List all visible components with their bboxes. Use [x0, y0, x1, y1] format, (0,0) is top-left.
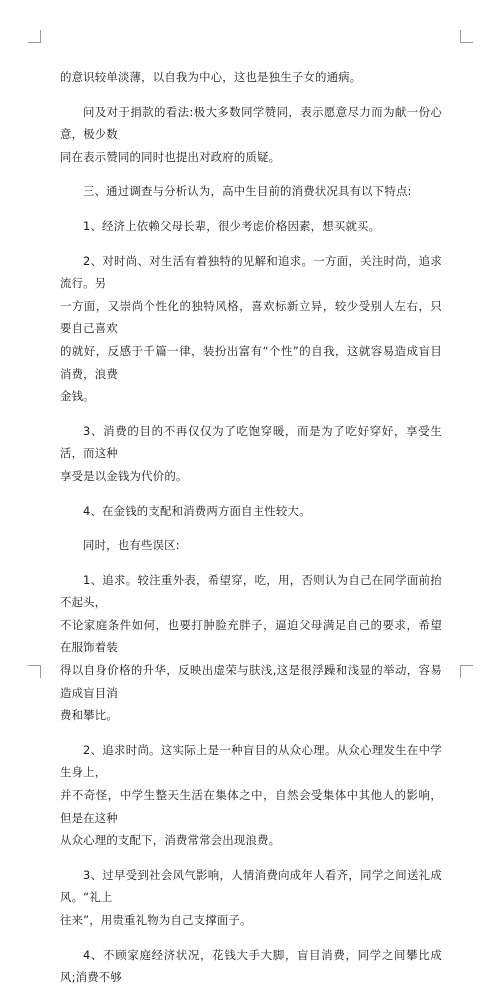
feature-item-4: 4、在金钱的支配和消费两方面自主性较大。 [83, 503, 311, 518]
misconceptions-intro: 同时，也有些误区: [83, 538, 180, 553]
crop-mark-top-right [460, 30, 473, 43]
crop-mark-top-left [28, 30, 41, 43]
paragraph-continuation: 的意识较单淡薄，以自我为中心，这也是独生子女的通病。 [60, 70, 362, 84]
misconception-item-4: 4、不顾家庭经济状况，花钱大手大脚，盲目消费，同学之间攀比成风;消费不够 [60, 947, 442, 985]
feature-item-3: 3、消费的目的不再仅仅为了吃饱穿暖，而是为了吃好穿好，享受生活，而这种 享受是以金钱为代价的。 [60, 423, 442, 483]
misconception-item-1: 1、追求。较注重外表，希望穿，吃，用，否则认为自己在同学面前抬不起头， 不论家庭条件如何，也要打肿脸充胖子，逼迫父母满足自己的要求，希望在服饰着装 得以自身价格的升华，反映出虚荣与肤浅,这是很浮躁和浅显的举动，容易造成盲目消 费和攀比。 [60, 572, 442, 723]
crop-mark-bottom-left [28, 665, 41, 678]
document-body [60, 66, 442, 1001]
crop-mark-bottom-right [460, 665, 473, 678]
misconception-item-3: 3、过早受到社会风气影响，人情消费向成年人看齐，同学之间送礼成风。“礼上 往来”，用贵重礼物为自己支撑面子。 [60, 867, 442, 927]
feature-item-1: 1、经济上依赖父母长辈，很少考虑价格因素，想买就买。 [83, 218, 381, 233]
feature-item-2: 2、对时尚、对生活有着独特的见解和追求。一方面，关注时尚，追求流行。另 一方面，又崇尚个性化的独特风格，喜欢标新立异，较少受别人左右，只要自己喜欢 的就好，反感于千篇一律，装扮出富有“个性”的自我，这就容易造成盲目消费，浪费 金钱。 [60, 253, 442, 404]
paragraph-donation-opinion: 问及对于捐款的看法:极大多数同学赞同，表示愿意尽力而为献一份心意，极少数 同在表示赞同的同时也提出对政府的质疑。 [60, 104, 442, 164]
section-heading-3: 三、通过调查与分析认为，高中生目前的消费状况具有以下特点: [83, 184, 412, 199]
misconception-item-2: 2、追求时尚。这实际上是一种盲目的从众心理。从众心理发生在中学生身上， 并不奇怪，中学生整天生活在集体之中，自然会受集体中其他人的影响，但是在这种 从众心理的支配下，消费常常会出现浪费。 [60, 742, 442, 848]
